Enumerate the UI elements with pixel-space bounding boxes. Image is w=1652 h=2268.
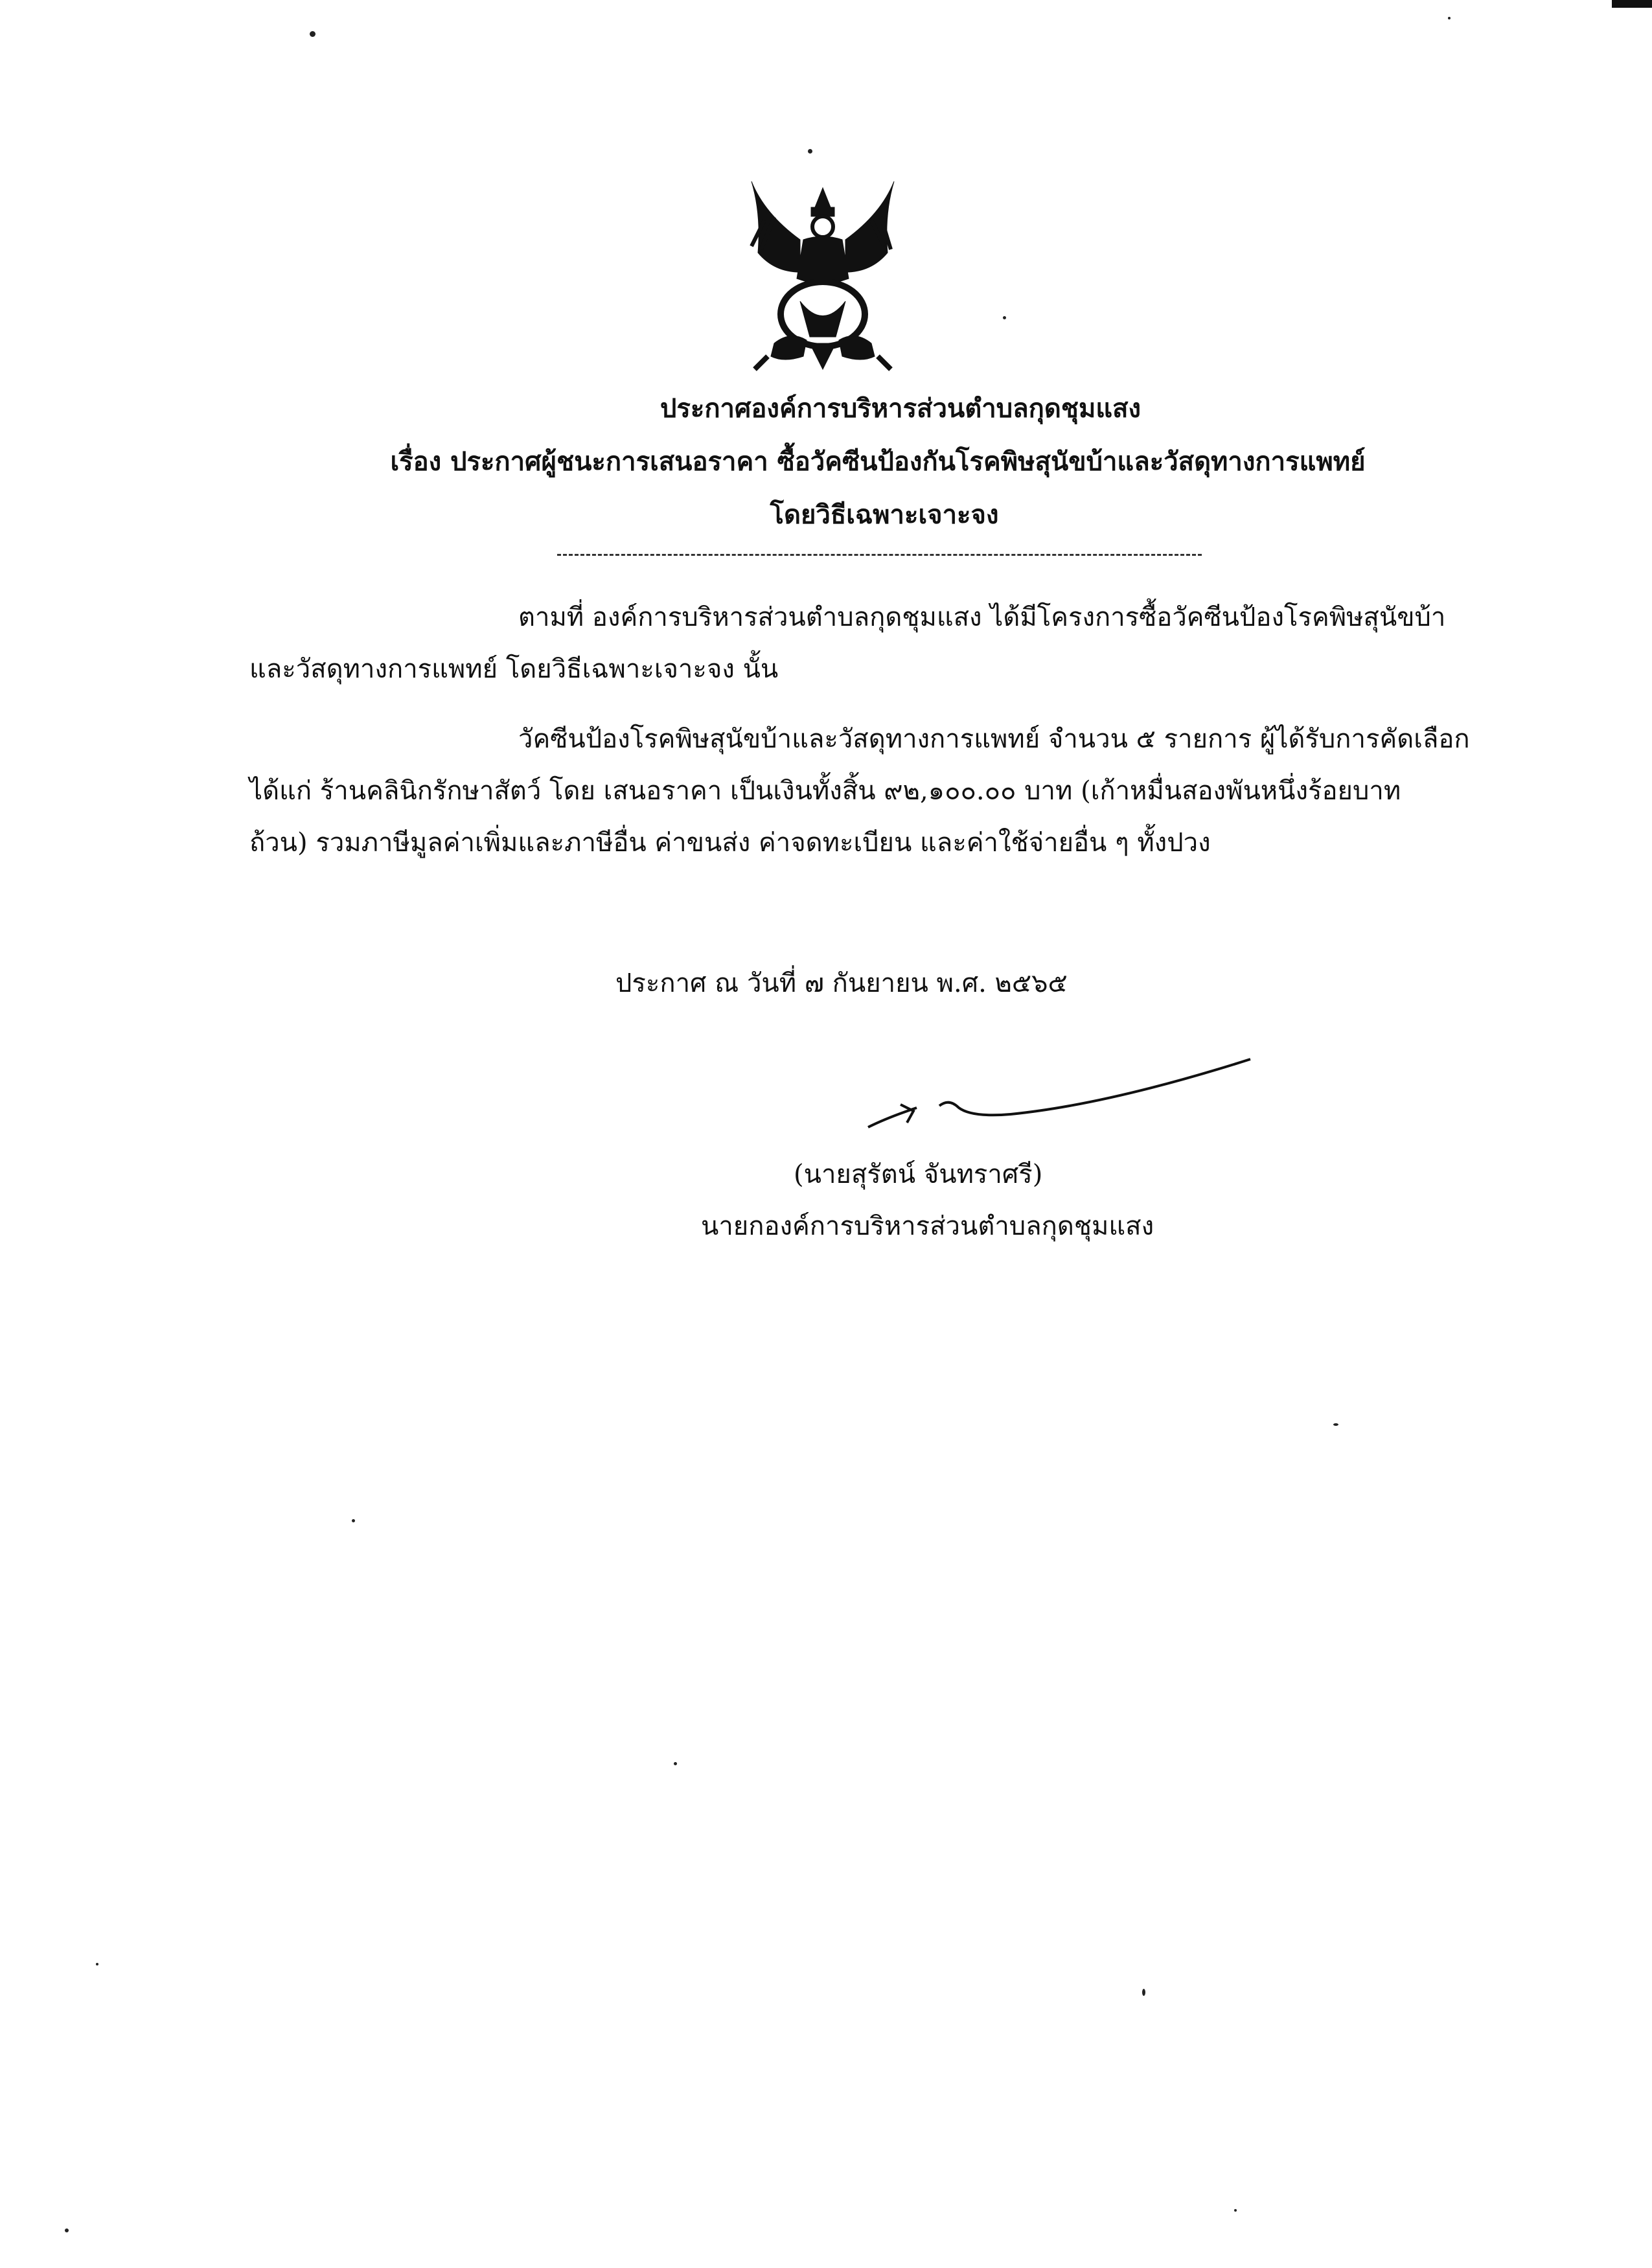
- paragraph-1-line: ตามที่ องค์การบริหารส่วนตำบลกุดชุมแสง ได้มีโครงการซื้อวัคซีนป้องโรคพิษสุนัขบ้า: [518, 602, 1446, 632]
- scan-speck: [65, 2228, 69, 2232]
- scan-speck: [96, 1963, 98, 1965]
- announcement-subject: เรื่อง ประกาศผู้ชนะการเสนอราคา ซื้อวัคซีนป้องกันโรคพิษสุนัขบ้าและวัสดุทางการแพทย์: [390, 446, 1366, 477]
- scan-edge-mark: [1612, 0, 1652, 8]
- scan-speck: [1234, 2209, 1237, 2212]
- announcement-date: ประกาศ ณ วันที่ ๗ กันยายน พ.ศ. ๒๕๖๕: [615, 968, 1068, 998]
- scan-speck: [352, 1519, 355, 1522]
- scan-speck: [1448, 17, 1451, 19]
- dashed-divider: [557, 554, 1202, 556]
- garuda-emblem-icon: [739, 175, 907, 382]
- scan-speck: [310, 31, 315, 37]
- scan-speck: [1142, 1989, 1145, 1996]
- scan-speck: [1003, 316, 1006, 319]
- procurement-method: โดยวิธีเฉพาะเจาะจง: [770, 499, 999, 530]
- scan-speck: [1333, 1423, 1338, 1426]
- scan-speck: [808, 149, 812, 154]
- scan-speck: [674, 1762, 677, 1765]
- paragraph-1-line: และวัสดุทางการแพทย์ โดยวิธีเฉพาะเจาะจง นั้น: [249, 654, 779, 684]
- signatory-name: (นายสุรัตน์ จันทราศรี): [794, 1160, 1043, 1189]
- signature-mark: [862, 1046, 1263, 1137]
- signatory-position: นายกองค์การบริหารส่วนตำบลกุดชุมแสง: [701, 1211, 1154, 1241]
- paragraph-2-line: วัคซีนป้องโรคพิษสุนัขบ้าและวัสดุทางการแพทย์ จำนวน ๕ รายการ ผู้ได้รับการคัดเลือก: [518, 724, 1470, 754]
- announcement-title: ประกาศองค์การบริหารส่วนตำบลกุดชุมแสง: [660, 393, 1141, 424]
- paragraph-2-line: ถ้วน) รวมภาษีมูลค่าเพิ่มและภาษีอื่น ค่าขนส่ง ค่าจดทะเบียน และค่าใช้จ่ายอื่น ๆ ทั้งปวง: [249, 828, 1211, 858]
- paragraph-2-line: ได้แก่ ร้านคลินิกรักษาสัตว์ โดย เสนอราคา เป็นเงินทั้งสิ้น ๙๒,๑๐๐.๐๐ บาท (เก้าหมื่นสองพันหนึ่งร้อยบาท: [249, 776, 1401, 806]
